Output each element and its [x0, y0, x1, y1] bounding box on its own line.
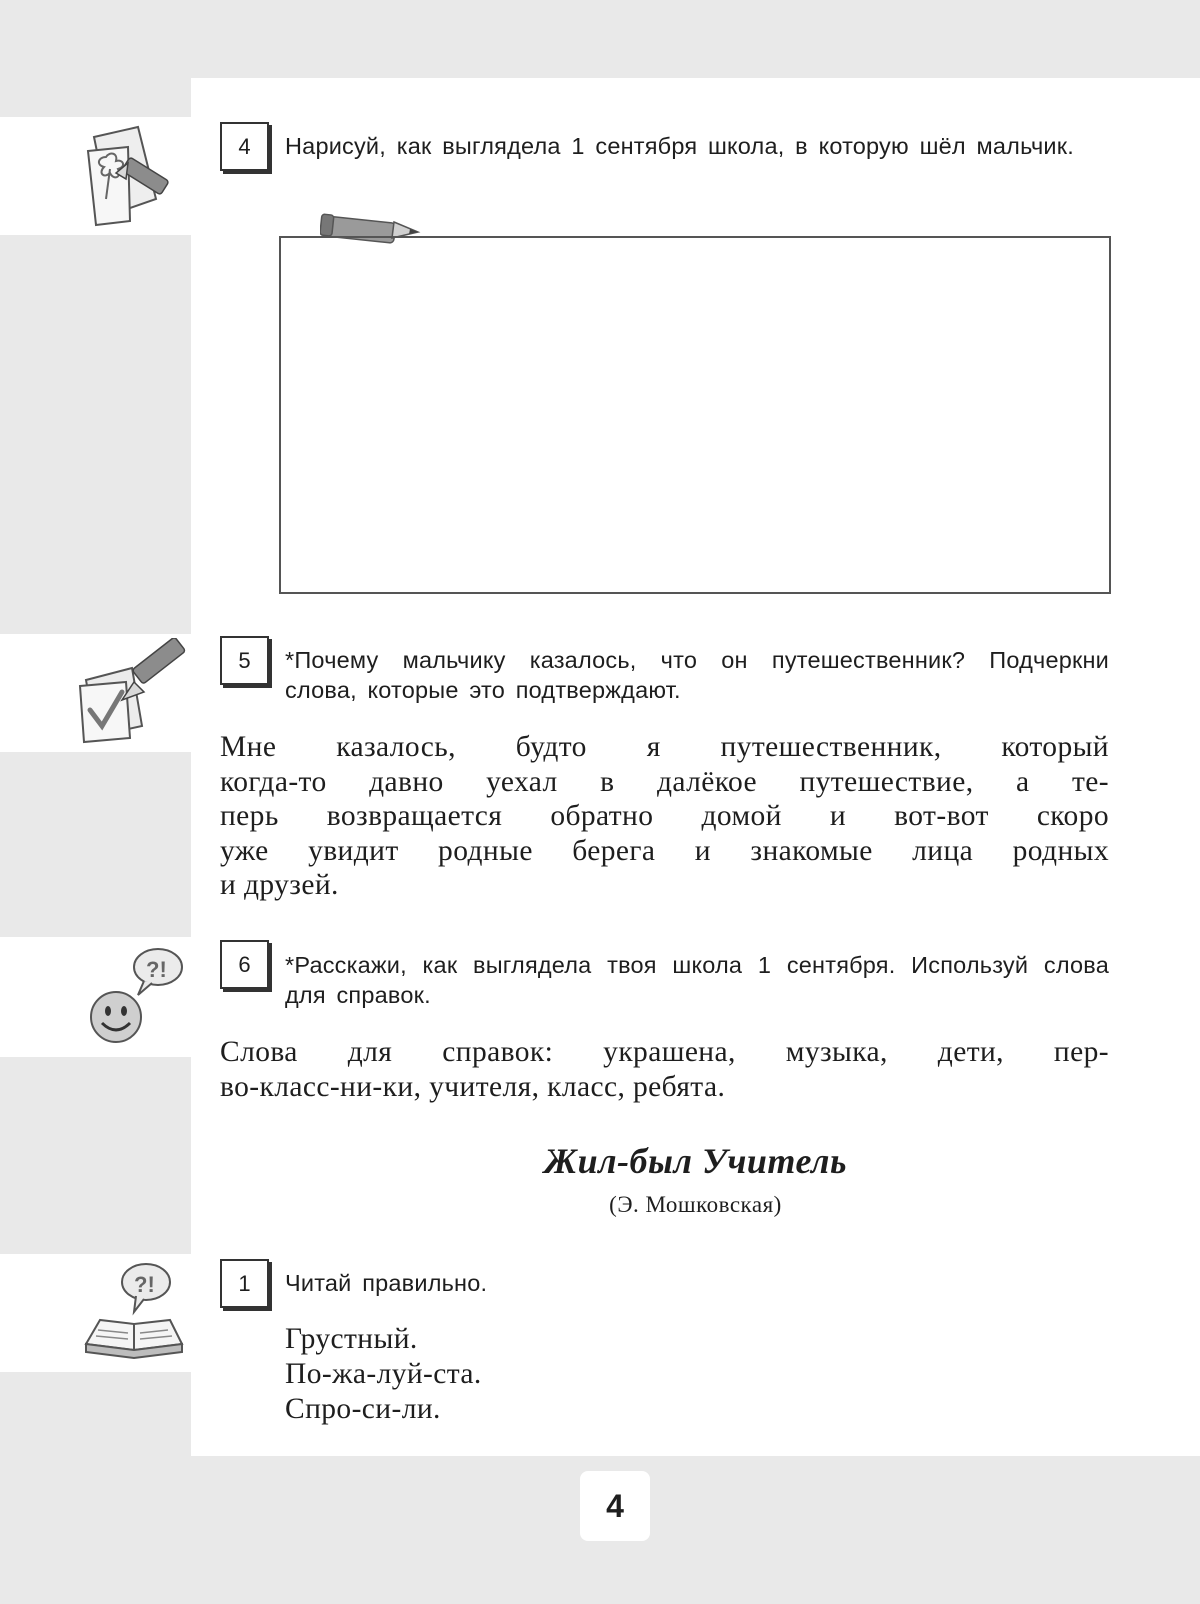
task-number-6: 6 — [220, 940, 269, 989]
drawing-area[interactable] — [279, 236, 1111, 594]
poem-author: (Э. Мошковская) — [609, 1192, 782, 1217]
icon-band-task5 — [0, 634, 191, 752]
task-4-instruction: Нарисуй, как выглядела 1 сентября школа, в которую шёл мальчик. — [285, 133, 1074, 159]
drawing-paper-pencil-icon — [70, 121, 180, 231]
task-1-instruction: Читай правильно. — [285, 1270, 488, 1296]
smiley-speech-bubble-icon — [82, 941, 192, 1051]
page-number: 4 — [580, 1471, 650, 1541]
reading-word: По-жа-луй-ста. — [285, 1358, 482, 1390]
reading-words — [285, 1322, 482, 1427]
reference-words-line: во-класс-ни-ки, учителя, класс, ребята. — [220, 1070, 726, 1103]
icon-band-task1 — [0, 1254, 191, 1372]
checkmark-paper-pencil-icon — [72, 638, 192, 748]
story-passage — [220, 730, 1109, 903]
story-line[interactable]: и друзей. — [220, 869, 339, 901]
story-line[interactable]: перь возвращается обратно домой и вот-вот скоро — [220, 800, 1109, 832]
task-number-4: 4 — [220, 122, 269, 171]
story-line[interactable]: уже увидит родные берега и знакомые лица родных — [220, 834, 1109, 867]
story-line[interactable]: когда-то давно уехал в далёкое путешествие, а те- — [220, 765, 1109, 798]
open-book-speech-bubble-icon — [80, 1256, 190, 1366]
task-5-instruction: *Почему мальчику казалось, что он путешественник? Подчеркни слова, которые это подтверждают. — [285, 647, 1109, 703]
task-number-1: 1 — [220, 1259, 269, 1308]
story-line[interactable]: Мне казалось, будто я путешественник, который — [220, 731, 1109, 763]
task-number-5: 5 — [220, 636, 269, 685]
icon-band-task4 — [0, 117, 191, 235]
reading-word: Спро-си-ли. — [285, 1393, 441, 1425]
task-6-instruction: *Расскажи, как выглядела твоя школа 1 сентября. Используй слова для справок. — [285, 952, 1109, 1008]
svg-text:?!: ?! — [146, 957, 167, 982]
poem-title: Жил-был Учитель — [544, 1141, 847, 1181]
reading-word: Грустный. — [285, 1323, 418, 1355]
reference-words-line: Слова для справок: украшена, музыка, дети, пер- — [220, 1036, 1109, 1068]
svg-text:?!: ?! — [134, 1272, 155, 1297]
icon-band-task6 — [0, 937, 191, 1057]
reference-words — [220, 1035, 1109, 1104]
